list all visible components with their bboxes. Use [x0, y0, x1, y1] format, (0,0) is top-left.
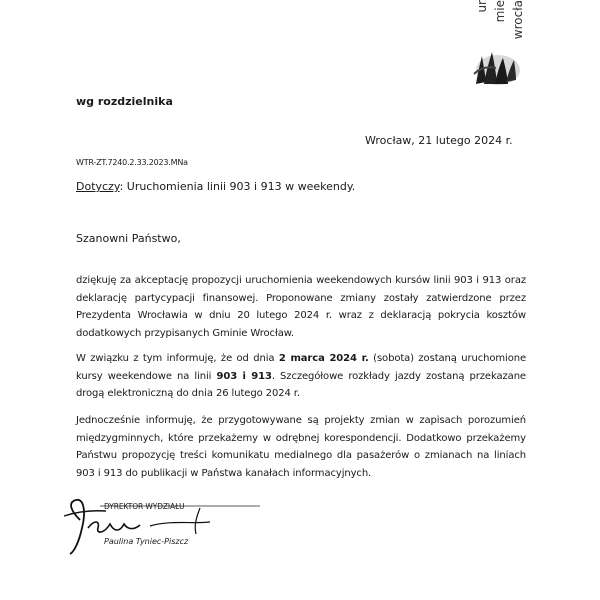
reference-number: WTR-ZT.7240.2.33.2023.MNa: [76, 158, 188, 167]
salutation: Szanowni Państwo,: [76, 232, 181, 245]
paragraph-2-text-3: . Szczegółowe rozkłady jazdy zostaną przekazane drogą elektroniczną do dnia 26 lutego 2024 r.: [76, 370, 526, 399]
subject-text: : Uruchomienia linii 903 i 913 w weekendy.: [119, 180, 356, 193]
subject-label: Dotyczy: [76, 180, 120, 193]
signatory-name: Paulina Tyniec-Piszcz: [104, 537, 189, 546]
paragraph-3: Jednocześnie informuję, że przygotowywane są projekty zmian w zapisach porozumień międzygminnych, które przekażemy w odrębnej korespondencji. Dodatkowo przekażemy Państwu propozycję treści komunikatu medialnego dla pasażerów o zmianach na liniach 903 i 913 do publikacji w Państwa kanałach informacyjnych.: [76, 415, 526, 479]
letter-date: Wrocław, 21 lutego 2024 r.: [365, 134, 513, 147]
paragraph-2-text-1: W związku z tym informuję, że od dnia: [76, 353, 279, 364]
wordmark-line-1: ur: [475, 0, 489, 13]
start-date: 2 marca 2024 r.: [278, 353, 369, 364]
paragraph-2: [76, 350, 526, 403]
signatory-title: DYREKTOR WYDZIAŁU: [104, 502, 185, 511]
wordmark-line-3: wrocła: [511, 0, 525, 40]
recipient: wg rozdzielnika: [76, 95, 173, 108]
paragraph-1: dziękuję za akceptację propozycji uruchomienia weekendowych kursów linii 903 i 913 oraz deklarację partycypacji finansowej. Proponowane zmiany zostały zatwierdzone przez Prezydenta Wrocławia w dniu 20 lutego 2024 r. wraz z deklaracją pokrycia kosztów dodatkowych przypisanych Gminie Wrocław.: [76, 275, 526, 339]
paragraph-2-text-2: (sobota) zostaną uruchomione kursy weekendowe na linii: [76, 353, 526, 382]
line-numbers: 903 i 913: [216, 370, 272, 382]
subject-line: [76, 180, 355, 193]
city-logo-icon: [470, 44, 522, 88]
wordmark-line-2: mie: [493, 0, 507, 23]
city-wordmark: [474, 0, 530, 44]
